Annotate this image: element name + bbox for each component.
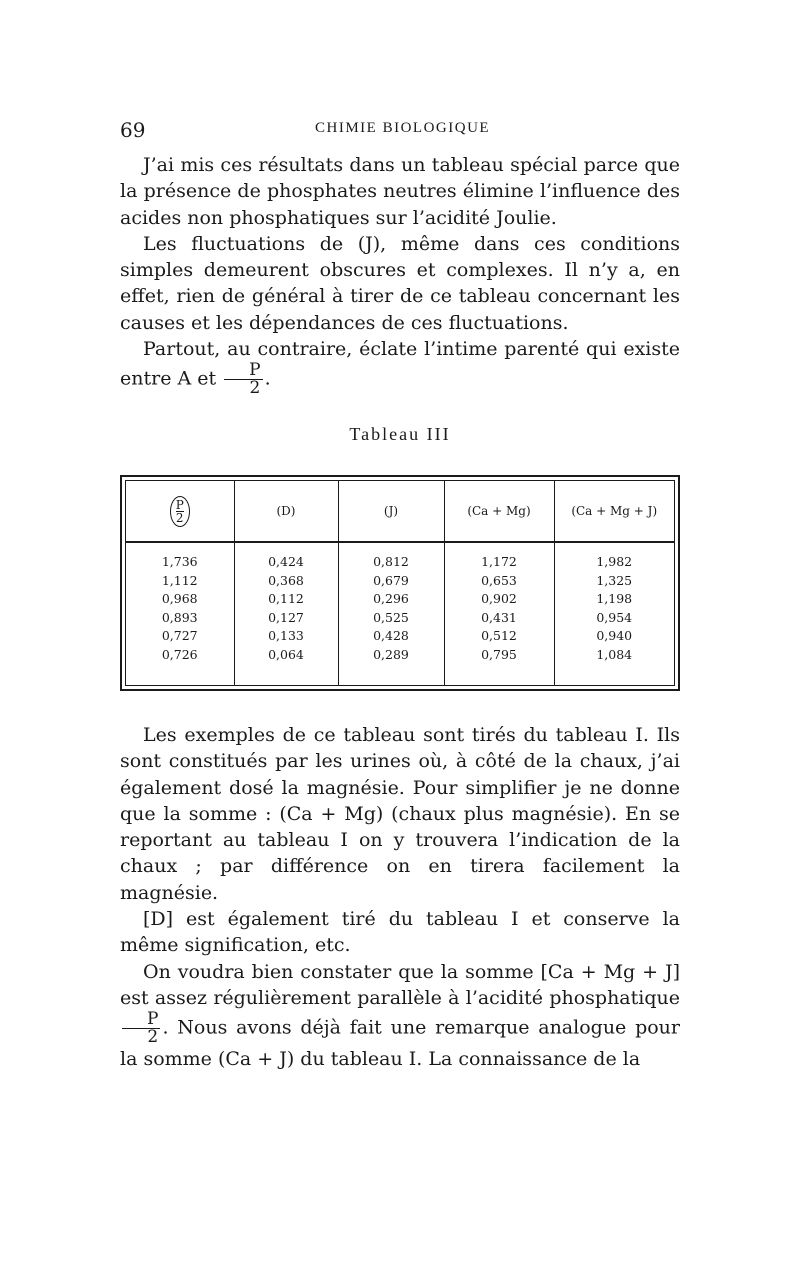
paragraph-6-end: . Nous avons déjà fait une remarque analogue pour la somme (Ca + J) du tableau I. La connaissance de la <box>120 1016 680 1071</box>
column-d-values <box>234 542 338 685</box>
running-head: CHIMIE BIOLOGIQUE <box>315 120 491 136</box>
p-over-2-fraction-inline <box>122 1011 160 1046</box>
inline-fraction-denominator: 2 <box>122 1028 160 1046</box>
table-cell: 0,954 <box>596 609 633 625</box>
paragraph-4: Les exemples de ce tableau sont tirés du tableau I. Ils sont constitués par les urines où, à côté de la chaux, j’ai également dosé la magnésie. Pour simplifier je ne donne que la somme : (Ca + Mg) (chaux plus magnésie). En se reportant au tableau I on y trouvera l’indication de la chaux ; par différence on en tirera facilement la magnésie. <box>120 724 680 904</box>
paragraph-2: Les fluctuations de (J), même dans ces conditions simples demeurent obscures et complexes. Il n’y a, en effet, rien de général à tirer de ce tableau concernant les causes et les dépendances de ces fluctuations. <box>120 232 680 334</box>
header-p-over-2 <box>126 481 234 542</box>
table-cell: 0,133 <box>268 628 304 643</box>
table-cell: 0,653 <box>481 572 517 588</box>
column-j-values <box>338 542 444 685</box>
lower-text-block <box>120 722 680 1073</box>
table-cell: 1,172 <box>481 554 517 569</box>
header-fraction-denominator: 2 <box>175 510 184 525</box>
column-ca-mg-j-values <box>554 542 674 685</box>
table-cell: 0,795 <box>481 646 517 662</box>
table-cell: 0,112 <box>268 591 304 606</box>
table-cell: 1,198 <box>596 591 633 606</box>
column-p-over-2-values <box>126 542 234 685</box>
inline-fraction-numerator: P <box>147 1009 159 1030</box>
p-over-2-fraction <box>224 362 262 397</box>
column-ca-mg-values <box>444 542 554 685</box>
fraction-denominator: 2 <box>224 379 262 397</box>
paragraph-3 <box>120 336 680 397</box>
table-cell: 0,368 <box>268 572 304 588</box>
table-cell: 0,127 <box>268 609 304 625</box>
table-cell: 0,726 <box>161 646 198 662</box>
table-cell: 1,325 <box>596 572 633 588</box>
table-body-row <box>126 542 674 685</box>
upper-text-block <box>120 152 680 397</box>
table-cell: 0,968 <box>161 591 198 606</box>
table-cell: 1,112 <box>161 572 198 588</box>
p-over-2-header-fraction <box>170 496 190 527</box>
table-cell: 1,982 <box>596 554 633 569</box>
table-cell: 0,727 <box>161 628 198 643</box>
paragraph-5: [D] est également tiré du tableau I et conserve la même signification, etc. <box>120 908 680 957</box>
table-cell: 0,902 <box>481 591 517 606</box>
paragraph-6 <box>120 959 680 1073</box>
table-cell: 0,940 <box>596 628 633 643</box>
table-cell: 0,893 <box>161 609 198 625</box>
header-ca-mg-j: (Ca + Mg + J) <box>554 481 674 542</box>
header-fraction-numerator: P <box>175 497 184 512</box>
header-d: (D) <box>234 481 338 542</box>
table-header-row <box>126 481 674 542</box>
table-cell: 0,424 <box>268 554 304 569</box>
paragraph-1: J’ai mis ces résultats dans un tableau spécial parce que la présence de phosphates neutres élimine l’influence des acides non phosphatiques sur l’acidité Joulie. <box>120 154 680 229</box>
fraction-numerator: P <box>249 360 261 381</box>
table-cell: 0,812 <box>373 554 409 569</box>
table-cell: 0,428 <box>373 628 409 643</box>
table-cell: 0,525 <box>373 609 409 625</box>
table-cell: 0,064 <box>268 646 304 662</box>
paragraph-3-text: Partout, au contraire, éclate l’intime parenté qui existe entre A et <box>120 338 680 390</box>
table-title: Tableau III <box>349 424 451 444</box>
paragraph-3-end: . <box>264 367 271 390</box>
page-number: 69 <box>120 118 146 142</box>
header-j: (J) <box>338 481 444 542</box>
table-cell: 0,512 <box>481 628 517 643</box>
table-cell: 0,289 <box>373 646 409 662</box>
header-ca-mg: (Ca + Mg) <box>444 481 554 542</box>
paragraph-6-text: On voudra bien constater que la somme [Ca + Mg + J] est assez régulièrement parallèle à l’acidité phosphatique <box>120 960 680 1009</box>
table-cell: 0,431 <box>481 609 517 625</box>
data-table <box>126 481 674 685</box>
table-cell: 1,736 <box>161 554 198 569</box>
table-cell: 0,679 <box>373 572 409 588</box>
table-cell: 1,084 <box>596 646 633 662</box>
table-cell: 0,296 <box>373 591 409 606</box>
data-table-frame <box>120 475 680 691</box>
